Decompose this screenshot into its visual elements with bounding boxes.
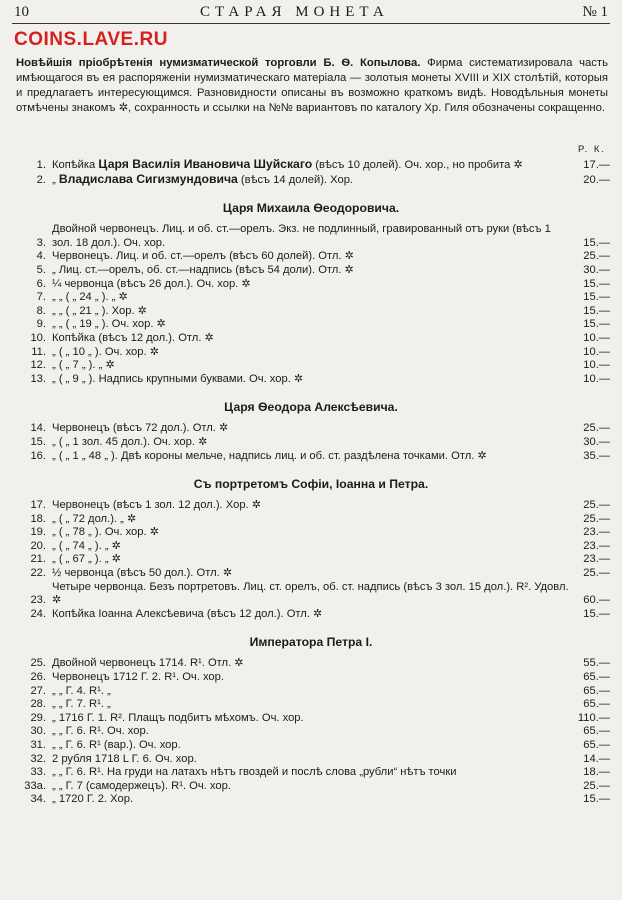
item-price: 25.— — [583, 512, 610, 525]
item-text: Червонецъ (вѣсъ 1 зол. 12 дол.). Хор. ✲ — [52, 499, 262, 512]
header-rule — [12, 23, 610, 24]
item-text: „ „ ( „ 21 „ ). Хор. ✲ — [52, 304, 148, 317]
item-description — [52, 753, 574, 767]
item-description — [52, 291, 574, 305]
item-text: „ ( „ 10 „ ). Оч. хор. ✲ — [52, 345, 160, 358]
item-text: 2 рубля 1718 L Г. 6. Оч. хор. — [52, 752, 197, 765]
catalog-row — [12, 158, 610, 173]
item-text: „ ( „ 1 зол. 45 дол.). Оч. хор. ✲ — [52, 435, 208, 448]
item-description — [52, 305, 574, 319]
item-number: 23. — [30, 594, 46, 607]
item-price: 15.— — [583, 304, 610, 317]
item-number: 25. — [30, 657, 46, 670]
section-title: Царя Ѳеодора Алексѣевича. — [224, 400, 398, 415]
item-text: Копѣйка Іоанна Алексѣевича (вѣсъ 12 дол.). Отл. ✲ — [52, 607, 323, 620]
item-price: 15.— — [583, 236, 610, 249]
item-description — [52, 526, 574, 540]
page-header — [0, 0, 622, 24]
item-ruler-name: Царя Василія Ивановича Шуйскаго — [98, 157, 313, 171]
item-price: 30.— — [583, 435, 610, 448]
section-title: Императора Петра I. — [249, 635, 373, 650]
item-text: „ „ Г. 6. R¹ (вар.). Оч. хор. — [52, 739, 181, 751]
catalog-row — [12, 173, 610, 188]
item-number: 7. — [36, 291, 46, 304]
page-number: 10 — [14, 4, 29, 20]
item-price: 65.— — [583, 698, 610, 711]
item-price: 23.— — [583, 526, 610, 539]
item-description — [52, 278, 574, 292]
item-description — [52, 373, 574, 387]
catalog-row — [12, 698, 610, 712]
item-description — [52, 346, 574, 360]
item-text: „ „ Г. 7. R¹. „ — [52, 698, 111, 711]
item-description — [52, 513, 574, 527]
item-description — [52, 332, 574, 346]
catalog-row — [12, 291, 610, 305]
catalog-row — [12, 373, 610, 387]
item-description — [52, 450, 574, 464]
item-text: „ ( „ 74 „ ). „ ✲ — [52, 539, 122, 552]
item-text: ½ червонца (вѣсъ 50 дол.). Отл. ✲ — [52, 567, 233, 580]
item-number: 30. — [30, 725, 46, 738]
item-description — [52, 567, 574, 581]
item-text: „ ( „ 1 „ 48 „ ). Двѣ короны мельче, надпись лиц. и об. ст. раздѣлена точками. Отл. ✲ — [52, 449, 487, 462]
catalog-row — [12, 793, 610, 807]
catalog-row — [12, 305, 610, 319]
item-number: 9. — [36, 318, 46, 331]
item-ruler-name: Владислава Сигизмундовича — [58, 171, 238, 186]
item-text: „ ( „ 78 „ ). Оч. хор. ✲ — [52, 526, 160, 539]
intro-paragraph — [16, 56, 608, 116]
item-text: „ ( „ 72 дол.). „ ✲ — [52, 512, 137, 525]
item-price: 55.— — [583, 657, 610, 670]
catalog-row — [12, 450, 610, 464]
item-number: 24. — [30, 607, 46, 620]
catalog-row — [12, 250, 610, 264]
item-number: 11. — [31, 345, 46, 358]
catalog-row — [12, 346, 610, 360]
item-number: 6. — [36, 277, 46, 290]
catalog-row — [12, 499, 610, 513]
catalog-row — [12, 359, 610, 373]
item-price: 23.— — [583, 539, 610, 552]
catalog-row — [12, 436, 610, 450]
intro-lead: Новѣйшія пріобрѣтенія нумизматической торговли Б. Ѳ. Копылова. — [16, 57, 421, 69]
price-column-header: Р. К. — [578, 144, 606, 155]
item-description — [52, 657, 574, 671]
item-price: 35.— — [583, 449, 610, 462]
catalog-row — [12, 671, 610, 685]
journal-title: СТАРАЯ МОНЕТА — [200, 4, 389, 20]
item-description — [52, 422, 574, 436]
item-description — [52, 793, 574, 807]
item-text-tail: (вѣсъ 10 долей). Оч. хор., но пробита ✲ — [312, 159, 523, 171]
item-price: 65.— — [583, 671, 610, 684]
catalog-row — [12, 657, 610, 671]
item-number: 29. — [30, 711, 46, 724]
item-price: 65.— — [583, 725, 610, 738]
catalog-row — [12, 685, 610, 699]
item-number: 1. — [36, 159, 46, 171]
item-price: 10.— — [583, 345, 610, 358]
item-description — [52, 318, 574, 332]
catalog-row — [12, 540, 610, 554]
item-number: 20. — [30, 539, 46, 552]
item-number: 31. — [30, 739, 46, 751]
item-number: 28. — [30, 698, 46, 711]
item-text: „ „ Г. 6. R¹. Оч. хор. — [52, 725, 149, 738]
item-text: Червонецъ. Лиц. и об. ст.—орелъ (вѣсъ 60 долей). Отл. ✲ — [52, 250, 354, 263]
item-number: 5. — [36, 263, 46, 276]
item-price: 15.— — [583, 607, 610, 620]
catalog-row — [12, 318, 610, 332]
catalog-row — [12, 264, 610, 278]
item-number: 33а. — [24, 779, 46, 792]
catalog-row — [12, 712, 610, 726]
catalog-row — [12, 422, 610, 436]
item-description — [52, 499, 574, 513]
item-price: 14.— — [583, 752, 610, 765]
item-text: Двойной червонецъ. Лиц. и об. ст.—орелъ. Экз. не подлинный, гравированный отъ руки (вѣсъ 1 зол. 18 дол.). Оч. хор. — [52, 223, 551, 249]
site-watermark[interactable]: COINS.LAVE.RU — [14, 29, 168, 50]
item-description — [52, 553, 574, 567]
item-number: 26. — [30, 671, 46, 684]
item-price: 25.— — [583, 567, 610, 580]
item-text: Четыре червонца. Безъ портретовъ. Лиц. ст. орелъ, об. ст. надпись (вѣсъ 3 зол. 15 дол.). R². Удовл. ✲ — [52, 580, 569, 607]
item-text: „ ( „ 67 „ ). „ ✲ — [52, 553, 122, 566]
catalog-row — [12, 278, 610, 292]
item-description — [52, 264, 574, 278]
item-number: 22. — [30, 567, 46, 580]
item-description — [52, 158, 574, 173]
item-text: Копѣйка (вѣсъ 12 дол.). Отл. ✲ — [52, 331, 214, 344]
item-number: 33. — [30, 766, 46, 779]
item-price: 25.— — [583, 499, 610, 512]
item-text: „ ( „ 9 „ ). Надпись крупными буквами. Оч. хор. ✲ — [52, 372, 304, 385]
catalog-row — [12, 780, 610, 794]
item-text: „ „ Г. 7 (самодержецъ). R¹. Оч. хор. — [52, 779, 231, 792]
item-number: 13. — [30, 372, 46, 385]
item-description — [52, 780, 574, 794]
item-text: Червонецъ (вѣсъ 72 дол.). Отл. ✲ — [52, 422, 229, 435]
item-description — [52, 671, 574, 685]
item-text-tail: (вѣсъ 14 долей). Хор. — [237, 173, 354, 186]
item-price: 15.— — [583, 318, 610, 331]
item-number: 19. — [30, 526, 46, 539]
item-text: „ „ Г. 4. R¹. „ — [52, 684, 111, 697]
item-price: 25.— — [583, 422, 610, 435]
item-number: 10. — [30, 331, 46, 344]
item-number: 12. — [30, 359, 46, 372]
item-number: 32. — [30, 752, 46, 765]
item-description — [52, 712, 574, 726]
item-description — [52, 739, 574, 753]
intro-text: Фирма систематизировала часть имѣющагося въ ея распоряженіи нумизматическаго матеріала — золотыя монеты XVIII и XIX столѣтій, которыя и предлагаетъ интересующимся. Разновидности описаны въ возможно краткомъ видѣ. Новодѣльныя монеты отмѣчены знакомъ ✲, сохранность и ссылки на №№ вариантовъ по каталогу Хр. Гиля обозначены сокращенно. — [16, 57, 608, 114]
catalog-row — [12, 553, 610, 567]
item-number: 27. — [30, 684, 46, 697]
item-number: 18. — [30, 512, 46, 525]
catalog-row — [12, 332, 610, 346]
catalog-list — [12, 158, 610, 807]
section-title: Царя Михаила Ѳеодоровича. — [222, 201, 400, 216]
item-number: 4. — [36, 250, 46, 263]
item-text: „ „ Г. 6. R¹. На груди на латахъ нѣтъ гвоздей и послѣ слова „рубли“ нѣтъ точки — [52, 766, 457, 779]
catalog-row — [12, 608, 610, 622]
item-description — [52, 540, 574, 554]
item-text: Двойной червонецъ 1714. R¹. Отл. ✲ — [52, 657, 244, 670]
catalog-row — [12, 513, 610, 527]
item-price: 15.— — [583, 291, 610, 304]
catalog-row — [12, 581, 610, 608]
item-number: 16. — [30, 449, 46, 462]
item-price: 15.— — [583, 793, 610, 806]
item-number: 21. — [30, 553, 46, 566]
item-price: 110.— — [577, 711, 610, 724]
item-number: 3. — [36, 236, 46, 249]
item-price: 17.— — [583, 159, 610, 171]
item-number: 34. — [30, 793, 46, 806]
item-price: 65.— — [583, 739, 610, 751]
item-text: „ „ ( „ 24 „ ). „ ✲ — [52, 291, 128, 304]
item-text: „ 1716 Г. 1. R². Плащъ подбитъ мѣхомъ. Оч. хор. — [52, 711, 304, 724]
item-number: 15. — [30, 435, 46, 448]
item-price: 60.— — [583, 594, 610, 607]
catalog-row — [12, 526, 610, 540]
item-price: 25.— — [583, 250, 610, 263]
item-description — [52, 436, 574, 450]
catalog-row — [12, 739, 610, 753]
item-price: 20.— — [583, 173, 610, 186]
item-price: 65.— — [583, 684, 610, 697]
item-description — [52, 725, 574, 739]
item-text: Копѣйка — [52, 159, 99, 171]
item-description — [52, 608, 574, 622]
item-description — [52, 359, 574, 373]
catalog-row — [12, 567, 610, 581]
catalog-row — [12, 766, 610, 780]
item-description — [52, 685, 574, 699]
item-price: 10.— — [583, 359, 610, 372]
item-number: 17. — [30, 499, 46, 512]
item-text: Червонецъ 1712 Г. 2. R¹. Оч. хор. — [52, 671, 224, 684]
item-price: 25.— — [583, 779, 610, 792]
item-description — [52, 766, 574, 780]
item-price: 10.— — [583, 372, 610, 385]
item-description — [52, 173, 574, 188]
item-description — [52, 698, 574, 712]
item-price: 18.— — [583, 766, 610, 779]
item-number: 8. — [36, 304, 46, 317]
item-price: 15.— — [583, 277, 610, 290]
item-text: „ Лиц. ст.—орелъ, об. ст.—надпись (вѣсъ 54 доли). Отл. ✲ — [52, 263, 354, 276]
section-title: Съ портретомъ Софіи, Іоанна и Петра. — [193, 477, 429, 492]
item-price: 23.— — [583, 553, 610, 566]
catalog-row — [12, 753, 610, 767]
item-description — [52, 250, 574, 264]
catalog-row — [12, 725, 610, 739]
item-price: 30.— — [583, 263, 610, 276]
item-number: 2. — [36, 173, 46, 186]
catalog-row — [12, 223, 610, 250]
item-description — [52, 223, 574, 250]
issue-number: № 1 — [582, 4, 608, 20]
item-text: „ — [52, 173, 59, 186]
item-number: 14. — [30, 422, 46, 435]
item-text: „ 1720 Г. 2. Хор. — [52, 793, 134, 806]
item-price: 10.— — [583, 331, 610, 344]
item-text: „ „ ( „ 19 „ ). Оч. хор. ✲ — [52, 318, 166, 331]
item-description — [52, 581, 574, 608]
item-text: ¼ червонца (вѣсъ 26 дол.). Оч. хор. ✲ — [52, 277, 251, 290]
item-text: „ ( „ 7 „ ). „ ✲ — [52, 359, 115, 372]
